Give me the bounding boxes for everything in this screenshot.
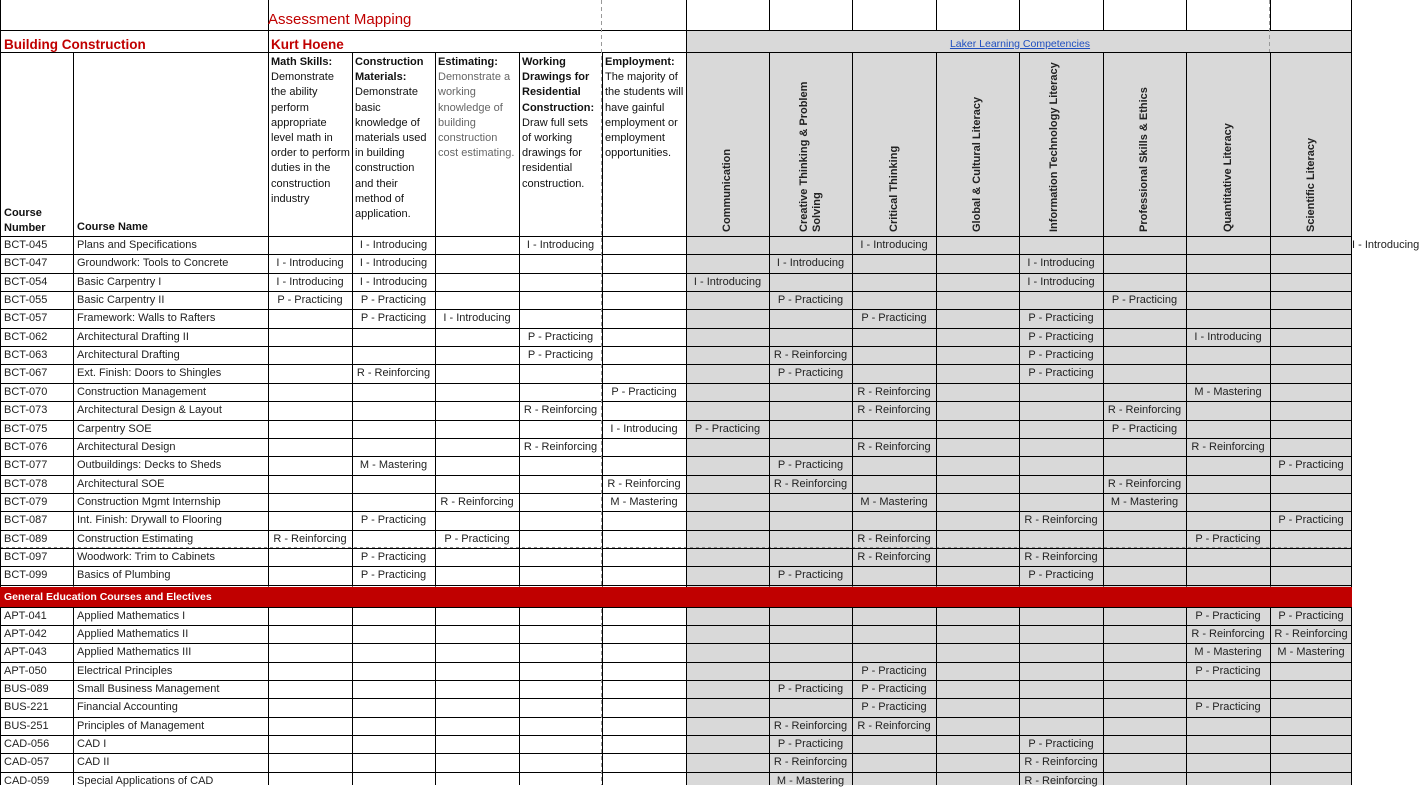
- bct-row-mapping-cell: P - Practicing: [1028, 349, 1094, 362]
- bct-row-mapping-cell: I - Introducing: [1027, 275, 1095, 288]
- bct-row-course-name: Architectural Design & Layout: [77, 404, 222, 417]
- bct-row-course-name: Int. Finish: Drywall to Flooring: [77, 514, 222, 527]
- bct-row-course-name: Plans and Specifications: [77, 239, 197, 251]
- bct-row-course-code: BCT-075: [4, 422, 48, 435]
- bct-row-mapping-cell: I - Introducing: [860, 239, 928, 251]
- gen-row-course-name: Small Business Management: [77, 683, 220, 696]
- outcome-title: Estimating:: [438, 56, 498, 68]
- bct-row-course-name: Ext. Finish: Doors to Shingles: [77, 367, 222, 380]
- gen-row-course-code: CAD-057: [4, 756, 50, 769]
- gen-row-mapping-cell: P - Practicing: [1028, 738, 1094, 751]
- competency-header-8: Scientific Literacy: [1304, 137, 1317, 232]
- bct-row-mapping-cell: P - Practicing: [777, 459, 844, 472]
- gen-row-course-code: CAD-059: [4, 774, 50, 787]
- bct-row-mapping-cell: P - Practicing: [861, 312, 927, 325]
- gen-row-course-code: APT-042: [4, 628, 47, 640]
- sheet-title: Assessment Mapping: [268, 11, 412, 28]
- bct-row-course-code: BCT-057: [4, 312, 48, 325]
- competency-header-2: Creative Thinking & Problem Solving: [797, 81, 823, 232]
- bct-row-course-code: BCT-070: [4, 385, 48, 398]
- bct-row-mapping-cell: P - Practicing: [1278, 459, 1344, 472]
- bct-row-course-name: Basic Carpentry II: [77, 294, 165, 307]
- bct-row-mapping-cell: P - Practicing: [527, 349, 594, 362]
- outcome-header-3: [435, 53, 519, 236]
- bct-row-mapping-cell: P - Practicing: [1111, 294, 1178, 307]
- gen-row-mapping-cell: P - Practicing: [1195, 701, 1261, 714]
- competency-header-6: Professional Skills & Ethics: [1138, 87, 1150, 232]
- bct-row-course-code: BCT-099: [4, 569, 48, 582]
- bct-row-course-name: Construction Management: [77, 385, 207, 398]
- bct-row-mapping-cell: R - Reinforcing: [857, 404, 931, 417]
- bct-row-mapping-cell: I - Introducing: [1352, 239, 1419, 251]
- gen-row-mapping-cell: P - Practicing: [777, 683, 844, 696]
- gen-row-course-name: Special Applications of CAD: [77, 774, 214, 787]
- gen-row-mapping-cell: P - Practicing: [1195, 609, 1261, 622]
- bct-row-course-name: Architectural Design: [77, 440, 176, 453]
- gen-row-mapping-cell: P - Practicing: [861, 683, 927, 696]
- competency-header-1: Communication: [721, 148, 733, 232]
- outcome-header-5: [602, 53, 686, 236]
- gen-row-course-name: Electrical Principles: [77, 664, 173, 677]
- bct-row-mapping-cell: I - Introducing: [1027, 257, 1095, 270]
- gen-row-mapping-cell: P - Practicing: [861, 664, 927, 677]
- bct-row-mapping-cell: R - Reinforcing: [523, 404, 598, 417]
- bct-row-course-name: Architectural Drafting: [77, 349, 180, 362]
- bct-row-course-code: BCT-073: [4, 404, 48, 417]
- gen-row-mapping-cell: P - Practicing: [1278, 609, 1344, 622]
- bct-row-mapping-cell: P - Practicing: [1028, 330, 1094, 343]
- bct-row-course-name: Architectural Drafting II: [77, 330, 189, 343]
- outcome-header-4: [519, 53, 602, 236]
- bct-row-mapping-cell: M - Mastering: [359, 459, 428, 472]
- outcome-title: Employment:: [605, 56, 675, 68]
- bct-row-course-code: BCT-067: [4, 367, 48, 380]
- gen-row-mapping-cell: M - Mastering: [1277, 646, 1345, 659]
- bct-row-course-code: BCT-097: [4, 550, 48, 563]
- gen-row-course-code: APT-041: [4, 609, 47, 622]
- instructor-name: Kurt Hoene: [271, 37, 344, 52]
- outcome-header-2: [352, 53, 435, 236]
- bct-row-mapping-cell: P - Practicing: [777, 569, 844, 582]
- outcome-title: Working Drawings for Residential Construction:: [522, 56, 595, 114]
- outcome-description: The majority of the students will have gainful employment or employment opportunities.: [605, 71, 684, 160]
- bct-row-mapping-cell: M - Mastering: [610, 495, 678, 508]
- gen-row-course-name: CAD I: [77, 738, 107, 751]
- gen-row-mapping-cell: R - Reinforcing: [1191, 628, 1265, 640]
- competencies-link[interactable]: Laker Learning Competencies: [949, 38, 1091, 50]
- outcome-header-1: [268, 53, 352, 236]
- bct-row-mapping-cell: I - Introducing: [693, 275, 762, 288]
- gen-row-course-code: CAD-056: [4, 738, 50, 751]
- section-bar-general-education: General Education Courses and Electives: [0, 587, 1352, 607]
- bct-row-mapping-cell: M - Mastering: [1110, 495, 1179, 508]
- gen-row-course-name: Applied Mathematics III: [77, 646, 192, 659]
- bct-row-mapping-cell: P - Practicing: [1195, 532, 1261, 545]
- bct-row-mapping-cell: P - Practicing: [611, 385, 677, 398]
- bct-row-course-name: Groundwork: Tools to Concrete: [77, 257, 229, 270]
- gen-row-course-name: Applied Mathematics II: [77, 628, 189, 640]
- gen-row-mapping-cell: R - Reinforcing: [773, 756, 848, 769]
- bct-row-mapping-cell: I - Introducing: [359, 239, 428, 251]
- bct-row-mapping-cell: R - Reinforcing: [1107, 477, 1182, 490]
- bct-row-mapping-cell: M - Mastering: [860, 495, 928, 508]
- bct-row-course-name: Framework: Walls to Rafters: [77, 312, 216, 325]
- bct-row-mapping-cell: P - Practicing: [694, 422, 761, 435]
- bct-row-mapping-cell: P - Practicing: [360, 312, 427, 325]
- outcome-description: Demonstrate basic knowledge of materials used in building construction and their method of application.: [355, 86, 427, 221]
- bct-row-mapping-cell: I - Introducing: [359, 275, 428, 288]
- bct-row-mapping-cell: I - Introducing: [776, 257, 845, 270]
- gen-row-course-name: Principles of Management: [77, 719, 205, 732]
- gen-row-mapping-cell: M - Mastering: [776, 774, 845, 787]
- bct-row-course-code: BCT-063: [4, 349, 48, 362]
- bct-row-course-code: BCT-054: [4, 275, 48, 288]
- outcome-title: Math Skills:: [271, 56, 333, 68]
- bct-row-mapping-cell: R - Reinforcing: [857, 532, 931, 545]
- bct-row-course-code: BCT-045: [4, 239, 48, 251]
- bct-row-course-name: Basic Carpentry I: [77, 275, 162, 288]
- bct-row-mapping-cell: I - Introducing: [359, 257, 428, 270]
- bct-row-mapping-cell: P - Practicing: [360, 569, 427, 582]
- gen-row-course-name: Applied Mathematics I: [77, 609, 186, 622]
- gen-row-course-code: APT-043: [4, 646, 47, 659]
- course-number-header: Course Number: [4, 207, 46, 234]
- course-name-header: Course Name: [77, 221, 148, 233]
- competency-header-5: Information Technology Literacy: [1048, 62, 1060, 232]
- bct-row-mapping-cell: R - Reinforcing: [273, 532, 347, 545]
- gen-row-mapping-cell: R - Reinforcing: [1274, 628, 1348, 640]
- bct-row-mapping-cell: R - Reinforcing: [1191, 440, 1265, 453]
- bct-row-mapping-cell: P - Practicing: [277, 294, 343, 307]
- bct-row-mapping-cell: P - Practicing: [360, 514, 427, 527]
- bct-row-mapping-cell: I - Introducing: [526, 239, 595, 251]
- gen-row-mapping-cell: R - Reinforcing: [773, 719, 848, 732]
- bct-row-mapping-cell: P - Practicing: [777, 294, 844, 307]
- bct-row-mapping-cell: P - Practicing: [527, 330, 594, 343]
- gen-row-mapping-cell: R - Reinforcing: [1024, 756, 1098, 769]
- gen-row-course-code: APT-050: [4, 664, 47, 677]
- gen-row-mapping-cell: R - Reinforcing: [1024, 774, 1098, 787]
- bct-row-mapping-cell: R - Reinforcing: [356, 367, 431, 380]
- program-name: Building Construction: [4, 37, 146, 52]
- bct-row-mapping-cell: R - Reinforcing: [1024, 550, 1098, 563]
- bct-row-mapping-cell: R - Reinforcing: [773, 477, 848, 490]
- bct-row-mapping-cell: R - Reinforcing: [1024, 514, 1098, 527]
- outcome-description: Demonstrate the ability perform appropriate level math in order to perform duties in the construction industry: [271, 71, 350, 205]
- gen-row-course-name: Financial Accounting: [77, 701, 178, 714]
- bct-row-mapping-cell: P - Practicing: [1278, 514, 1344, 527]
- bct-row-course-code: BCT-087: [4, 514, 48, 527]
- bct-row-course-name: Architectural SOE: [77, 477, 165, 490]
- competency-header-7: Quantitative Literacy: [1221, 123, 1234, 232]
- bct-row-course-code: BCT-055: [4, 294, 48, 307]
- bct-row-mapping-cell: R - Reinforcing: [857, 385, 931, 398]
- bct-row-course-name: Carpentry SOE: [77, 422, 152, 435]
- bct-row-mapping-cell: I - Introducing: [1194, 330, 1262, 343]
- bct-row-course-code: BCT-078: [4, 477, 48, 490]
- outcome-description: Demonstrate a working knowledge of building construction cost estimating.: [438, 71, 515, 160]
- bct-row-course-name: Construction Mgmt Internship: [77, 495, 221, 508]
- competency-header-4: Global & Cultural Literacy: [971, 96, 983, 232]
- bct-row-mapping-cell: I - Introducing: [276, 257, 344, 270]
- outcome-title: Construction Materials:: [355, 56, 424, 84]
- outcome-description: Draw full sets of working drawings for residential construction.: [522, 116, 589, 190]
- bct-row-mapping-cell: R - Reinforcing: [773, 349, 848, 362]
- bct-row-mapping-cell: P - Practicing: [444, 532, 510, 545]
- bct-row-mapping-cell: P - Practicing: [777, 367, 844, 380]
- gen-row-mapping-cell: R - Reinforcing: [857, 719, 931, 732]
- bct-row-course-code: BCT-062: [4, 330, 48, 343]
- bct-row-course-name: Basics of Plumbing: [77, 569, 171, 582]
- bct-row-mapping-cell: I - Introducing: [443, 312, 511, 325]
- gen-row-course-name: CAD II: [77, 756, 110, 769]
- bct-row-mapping-cell: P - Practicing: [1028, 312, 1094, 325]
- bct-row-course-code: BCT-076: [4, 440, 48, 453]
- gen-row-mapping-cell: M - Mastering: [1194, 646, 1262, 659]
- bct-row-mapping-cell: P - Practicing: [1028, 569, 1094, 582]
- gen-row-mapping-cell: P - Practicing: [777, 738, 844, 751]
- bct-row-course-code: BCT-089: [4, 532, 48, 545]
- bct-row-mapping-cell: I - Introducing: [610, 422, 678, 435]
- gen-row-mapping-cell: P - Practicing: [861, 701, 927, 714]
- bct-row-mapping-cell: P - Practicing: [360, 294, 427, 307]
- bct-row-mapping-cell: P - Practicing: [1111, 422, 1178, 435]
- bct-row-mapping-cell: P - Practicing: [1028, 367, 1094, 380]
- bct-row-course-name: Construction Estimating: [77, 532, 194, 545]
- bct-row-mapping-cell: I - Introducing: [276, 275, 344, 288]
- bct-row-mapping-cell: M - Mastering: [1194, 385, 1262, 398]
- gen-row-mapping-cell: P - Practicing: [1195, 664, 1261, 677]
- bct-row-mapping-cell: R - Reinforcing: [607, 477, 681, 490]
- competency-header-3: Critical Thinking: [887, 145, 900, 232]
- gen-row-course-code: BUS-089: [4, 683, 49, 696]
- bct-row-mapping-cell: P - Practicing: [360, 550, 427, 563]
- bct-row-course-code: BCT-077: [4, 459, 48, 472]
- bct-row-course-code: BCT-079: [4, 495, 48, 508]
- bct-row-mapping-cell: R - Reinforcing: [857, 440, 931, 453]
- gen-row-course-code: BUS-251: [4, 719, 49, 732]
- bct-row-mapping-cell: R - Reinforcing: [440, 495, 514, 508]
- bct-row-course-name: Woodwork: Trim to Cabinets: [77, 550, 215, 563]
- bct-row-course-name: Outbuildings: Decks to Sheds: [77, 459, 222, 472]
- bct-row-course-code: BCT-047: [4, 257, 48, 270]
- bct-row-mapping-cell: R - Reinforcing: [857, 550, 931, 563]
- bct-row-mapping-cell: R - Reinforcing: [1107, 404, 1182, 417]
- gen-row-course-code: BUS-221: [4, 701, 49, 714]
- bct-row-mapping-cell: R - Reinforcing: [523, 440, 598, 453]
